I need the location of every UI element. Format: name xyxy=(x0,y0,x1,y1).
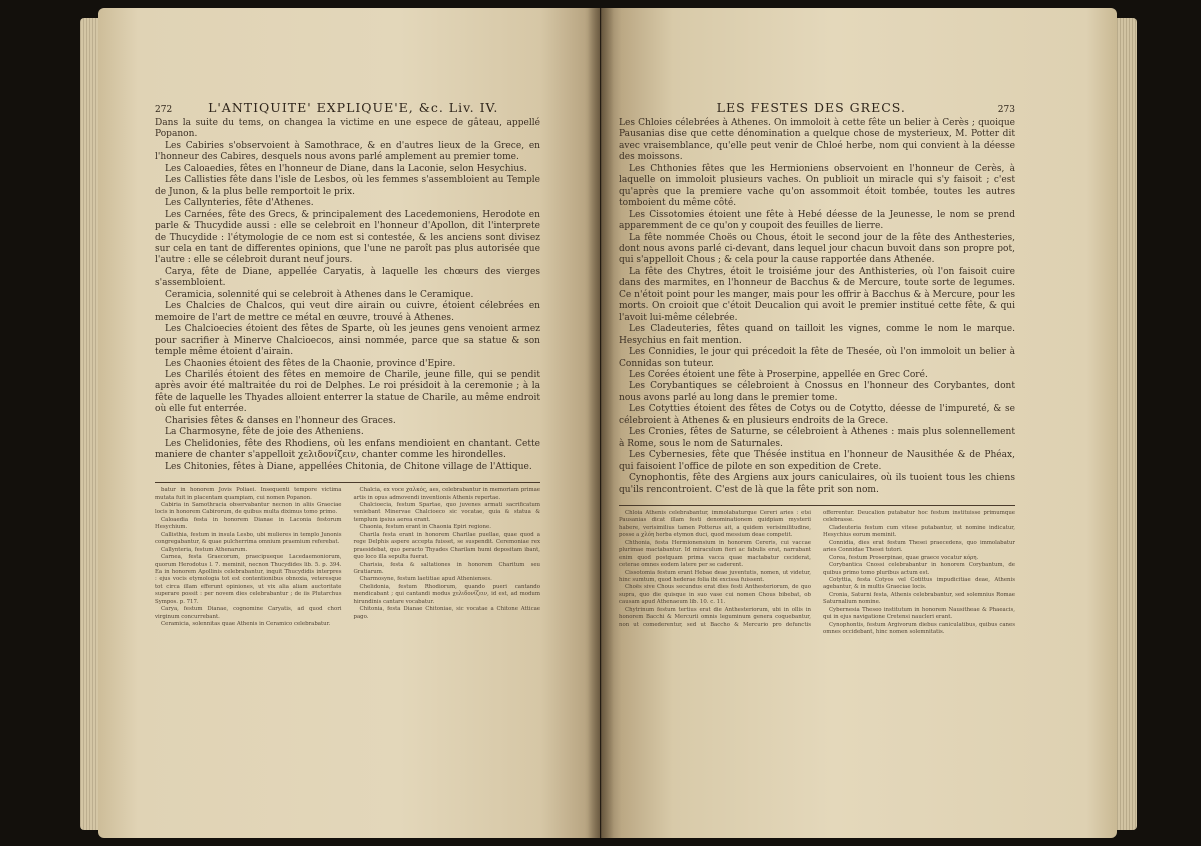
footnote: Cronia, Saturni festa, Athenis celebrabantur, sed solemnius Romae Saturnalium nomine. xyxy=(823,591,1015,606)
footnote: Chloia Athenis celebrabantur, immolabaturque Cereri aries : etsi Pausanias dicat illam festi denominationem quidpiam mysterii habere, verisimilius tamen Potterus ait, a quidem verisimilitudine, posse a χλόη herba etymon duci, quod messium deae competit. xyxy=(619,509,811,539)
paragraph: Les Cotytties étoient des fêtes de Cotys ou de Cotytto, déesse de l'impureté, & se célebroient à Athenes & en plusieurs endroits de la Grece. xyxy=(619,404,1015,426)
paragraph: Les Cabiries s'observoient à Samothrace, & en d'autres lieux de la Grece, en l'honneur des Cabires, desquels nous avons parlé amplement au premier tome. xyxy=(155,140,540,163)
footnote: Charmosyne, festum laetitiae apud Athenienses. xyxy=(359,576,492,583)
left-running-head xyxy=(155,100,540,115)
paragraph: Les Callynteries, fête d'Athenes. xyxy=(165,198,314,209)
paragraph: Les Connidies, le jour qui précedoit la fête de Thesée, où l'on immoloit un belier à Connidas son tuteur. xyxy=(619,347,1015,369)
footnote: Cotyttia, festa Cotyos vel Cotittus impudicitiae deae, Athenis agebantur, & in multis Graeciae locis. xyxy=(823,577,1015,591)
left-page-number: 272 xyxy=(155,105,173,115)
footnote: Cissotomia festum erant Hebae deae juventutis, nomen, ut videtur, hinc sumtum, quod hederae folia ibi excissa fuissent. xyxy=(619,569,811,584)
paragraph: Les Chthonies fêtes que les Hermioniens observoient en l'honneur de Cerès, à laquelle on immoloit plusieurs vaches. On publioit un miracle qui s'y faisoit ; c'est qu'après que la premiere vache qu'on assommoit étoit tombée, toutes les autres tomboient du même côté. xyxy=(619,163,1015,209)
footnote: Chytrinum festum tertius erat die Anthesteriorum, ubi in ollis in honorem Bacchi & Mercurii omnis leguminum genera coquebantur, non ut comederentur, sed ut Baccho & Mercurio pro defunctis offerrentur. Deucalion putabatur hoc festum instituisse primumque celebrasse. xyxy=(619,509,1015,628)
paragraph: Cynophontis, fête des Argiens aux jours caniculaires, où ils tuoient tous les chiens qu'ils rencontroient. C'est de là que la fête prit son nom. xyxy=(619,473,1015,495)
paragraph: Les Chloies célebrées à Athenes. On immoloit à cette fête un belier à Cerès ; quoique Pausanias dise que cette dénomination a quelque chose de mysterieux, M. Potter dit avec vraisemblance, qu'elle peut venir de Chloé herbe, nom qui convient à la déesse des moissons. xyxy=(619,118,1015,163)
footnote: Corybantica Cnossi celebrabantur in honorem Corybantum, de quibus primo tomo pluribus actum est. xyxy=(823,562,1015,576)
footnote: Chalcia, ex voce χαλκός, aes, celebrabantur in memoriam primae artis in opus admovendi inventionis Athenis repertae. xyxy=(353,487,540,501)
paragraph: Les Carnées, fête des Grecs, & principalement des Lacedemoniens, Herodote en parle & Thucydide aussi : elle se celebroit en l'honneur d'Apollon, dit l'interprete de Thucydide : l'étymologie de ce nom est si contestée, & les anciens sont divisez sur cela en tant de differentes opinions, que l'une ne paroît pas plus autorisée que l'autre : elle se célebroit durant neuf jours. xyxy=(155,209,540,266)
left-footnotes xyxy=(155,487,540,629)
paragraph: Les Callisties fête dans l'isle de Lesbos, où les femmes s'assembloient au Temple de Junon, & la plus belle remportoit le prix. xyxy=(155,175,540,197)
right-page-number: 273 xyxy=(997,105,1015,115)
paragraph: Les Cladeuteries, fêtes quand on tailloit les vignes, comme le nom le marque. Hesychius en fait mention. xyxy=(619,324,1015,346)
footnote: Chalcioecia, festum Spartae, quo juvenes armati sacrificatum veniebant Minervae Chalcioeco sic vocatae, quia & statua & templum ipsius aerea erant. xyxy=(353,501,540,523)
footnote: Callynteria, festum Athenarum. xyxy=(161,546,248,553)
footnote: Ceramicia, solennitas quae Athenis in Ceramico celebrabatur. xyxy=(161,621,331,628)
paragraph: Les Charilés étoient des fêtes en memoire de Charile, jeune fille, qui se pendit après avoir été maltraitée du roi de Delphes. Le roi présidoit à la ceremonie ; à la fête de laquelle les Thyades alloient enterrer la statue de Charile, au même endroit où elle fut enterrée. xyxy=(155,369,540,415)
footnote: Choës sive Chous secundus erat dies festi Anthesteriorum, de quo supra, quo die quisque in suo vase cui nomen Chous bibebat, ob causam apud Athenaeum lib. 10. c. 11. xyxy=(619,584,811,606)
right-page-content xyxy=(619,100,1015,637)
footnote: Cladeuteria festum cum vitese putabantur, ut nomine indicatur, Hesychius eorum meminit. xyxy=(823,524,1015,539)
footnote: Cabiria in Samothracia observabantur necnon in aliis Graeciae locis in honorem Cabirorum, de quibus multa diximus tomo primo. xyxy=(155,501,342,516)
footnote: Chelidonia, festum Rhodiorum, quando pueri cantando mendicabant ; qui cantandi modus χελιδονίζειν, id est, ad modum hirundinis cantare vocabatur. xyxy=(353,583,540,605)
paragraph: Les Chaonies étoient des fêtes de la Chaonie, province d'Epire. xyxy=(165,358,456,369)
paragraph: La fête des Chytres, étoit le troisiéme jour des Anthisteries, où l'on faisoit cuire dans des marmites, en l'honneur de Bacchus & de Mercure, toute sorte de legumes. Ce n'étoit point pour les manger, mais pour les offrir à Bacchus & à Mercure, pour les morts. On croioit que c'étoit Deucalion qui avoit le premier institué cette fête, & qui l'avoit lui-même célebrée. xyxy=(619,266,1015,323)
footnote: Chaonia, festum erant in Chaonia Epiri regione. xyxy=(359,524,491,531)
paragraph: Les Caloaedies, fêtes en l'honneur de Diane, dans la Laconie, selon Hesychius. xyxy=(165,163,527,174)
footnote: Carya, festum Dianae, cognomine Caryatis, ad quod chori virginum concurrebant. xyxy=(155,606,342,620)
paragraph: Les Chalcies de Chalcos, qui veut dire airain ou cuivre, étoient célebrées en memoire de l'art de mettre ce métal en œuvre, trouvé à Athenes. xyxy=(155,301,540,323)
paragraph: Les Corées étoient une fête à Proserpine, appellée en Grec Coré. xyxy=(629,369,928,380)
paragraph: Ceramicia, solennité qui se celebroit à Athenes dans le Ceramique. xyxy=(165,289,474,300)
footnote-rule xyxy=(155,482,540,483)
footnote: Chitonia, festa Dianae Chitoniae, sic vocatae a Chitone Atticae pago. xyxy=(353,606,540,620)
footnote: Caloaedia festa in honorem Dianae in Laconia festorum Hesychium. xyxy=(155,516,342,531)
footnote: Cybernesia Theseo institutum in honorem Nausitheae & Phaeacis, qui in ejus navigatione Cretensi naucleri erant. xyxy=(823,606,1015,621)
right-running-title: LES FESTES DES GRECS. xyxy=(716,100,906,115)
paragraph: Les Cissotomies étoient une fête à Hebé déesse de la Jeunesse, le nom se prend apparemment de ce qu'on y coupoit des feuilles de lierre. xyxy=(619,209,1015,232)
footnote: Cynophontis, festum Argivorum diebus caniculatibus, quibus canes omnes occidebant, hinc nomen solemnitatis. xyxy=(823,621,1015,636)
right-page xyxy=(601,8,1117,838)
paragraph: Carya, fête de Diane, appellée Caryatis, à laquelle les chœurs des vierges s'assembloient. xyxy=(155,266,540,289)
footnote: Callisthia, festum in insula Lesbo, ubi mulieres in templo Junonis congregabantur, & quae pulcherrima omnium praemium referebat. xyxy=(155,531,342,546)
left-running-title: L'ANTIQUITE' EXPLIQUE'E, &c. Liv. IV. xyxy=(208,100,499,115)
paragraph: Les Chalcioecies étoient des fêtes de Sparte, où les jeunes gens venoient armez pour sacrifier à Minerve Chalcioecos, ainsi nommée, parce que sa statue & son temple même étoient d'airain. xyxy=(155,324,540,358)
paragraph: Les Cybernesies, fête que Thésée institua en l'honneur de Nausithée & de Phéax, qui faisoient l'office de pilote en son expedition de Crete. xyxy=(619,450,1015,472)
footnote: Chthonia, festa Hermionensium in honorem Cereris, cui vaccae plurimae mactabantur. Id miraculum fieri ac fabulis erat, narrabant enim quod postquam prima vacca quae mactabatur ceciderat, ceterae omnes eodem latere per se caderent. xyxy=(619,539,811,569)
footnote: Charisia, festa & saltationes in honorem Charitum seu Gratiarum. xyxy=(353,561,540,576)
left-page xyxy=(98,8,600,838)
paragraph: Les Cronies, fêtes de Saturne, se célebroient à Athenes : mais plus solennellement à Rome, sous le nom de Saturnales. xyxy=(619,427,1015,449)
footnote: Connidia, dies erat festum Thesei praecedens, quo immolabatur aries Connidae Thesei tutori. xyxy=(823,539,1015,554)
footnote-rule xyxy=(619,505,1015,506)
paragraph: La fête nommée Choës ou Chous, étoit le second jour de la fête des Anthesteries, dont nous avons parlé ci-devant, dans lequel jour chacun buvoit dans son propre pot, qui s'appelloit Chous ; & cela pour la cause rapportée dans Athenée. xyxy=(619,232,1015,266)
paragraph: Les Corybantiques se célebroient à Cnossus en l'honneur des Corybantes, dont nous avons parlé au long dans le premier tome. xyxy=(619,381,1015,403)
footnote: batur in honorem Jovis Poliaei. Insequenti tempore victima mutata fuit in placentam quampiam, cui nomen Popanon. xyxy=(155,487,342,501)
paragraph: Dans la suite du tems, on changea la victime en une espece de gâteau, appellé Popanon. xyxy=(155,118,540,140)
paragraph: La Charmosyne, fête de joie des Atheniens. xyxy=(165,427,364,438)
footnote: Charila festa erant in honorem Charilae puellae, quae quod a rege Delphis aspere accepta fuisset, se suspendit. Ceremoniae rex praesidebat, quo peracto Thyades Charilam humi depositam ibant, quo loco illa sepulta fuerat. xyxy=(353,531,540,561)
right-running-head xyxy=(619,100,1015,115)
paragraph: Charisies fêtes & danses en l'honneur des Graces. xyxy=(165,415,396,426)
right-footnotes xyxy=(619,510,1015,637)
right-page-edges xyxy=(1115,18,1137,830)
footnote: Carnea, festa Graecorum, praecipueque Lacedaemoniorum, quorum Herodotus l. 7. meminit, necnon Thucydides lib. 5. p. 394. Ea in honorem Apollinis celebrabantur, inquit Thucydidis interpres : ejus vocis etymologia tot est contentionibus obnoxia, veteresque tot circa illam efferunt opiniones, ut vix alia aliam auctoritate superare possit : per novem dies celebrabantur ; de iis Plutarchus Sympos. p. 717. xyxy=(155,554,342,605)
paragraph: Les Chitonies, fêtes à Diane, appellées Chitonia, de Chitone village de l'Attique. xyxy=(165,461,532,472)
footnote: Corea, festum Proserpinae, quae graece vocatur κόρη. xyxy=(829,554,979,561)
paragraph: Les Chelidonies, fête des Rhodiens, où les enfans mendioient en chantant. Cette maniere de chanter s'appelloit χελιδονίζειν, chanter comme les hirondelles. xyxy=(155,438,540,461)
left-body-text xyxy=(155,118,540,473)
right-body-text xyxy=(619,118,1015,496)
left-page-edges xyxy=(80,18,100,830)
left-page-content xyxy=(155,100,540,629)
